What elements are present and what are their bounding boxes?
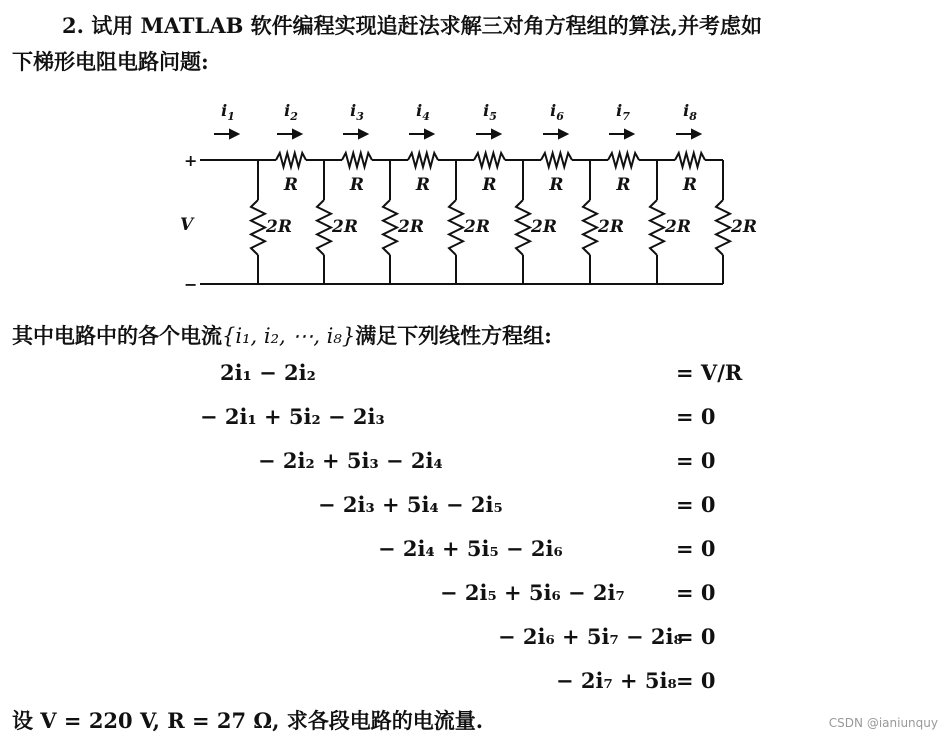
equation-lhs: − 2i₅ + 5i₆ − 2i₇ bbox=[440, 580, 625, 605]
series-resistor-label: R bbox=[415, 175, 431, 195]
minus-terminal: − bbox=[184, 275, 198, 294]
current-index: 3 bbox=[356, 110, 364, 123]
current-index: 2 bbox=[290, 110, 298, 123]
shunt-resistor bbox=[583, 200, 597, 255]
intro-text bbox=[12, 320, 552, 350]
current-index: 8 bbox=[689, 110, 697, 123]
current-label: $i_2$ bbox=[284, 101, 298, 123]
shunt-resistor-label: 2R bbox=[464, 217, 490, 237]
series-resistor bbox=[675, 153, 705, 167]
series-resistor bbox=[342, 153, 372, 167]
shunt-resistor bbox=[383, 200, 397, 255]
series-resistor bbox=[608, 153, 639, 167]
equation-rhs: = 0 bbox=[676, 624, 716, 649]
shunt-resistor bbox=[317, 200, 331, 255]
current-arrow bbox=[476, 130, 500, 138]
current-set: {i₁, i₂, ⋯, i₈} bbox=[222, 324, 356, 348]
problem-line-2: 下梯形电阻电路问题: bbox=[12, 49, 209, 74]
conclusion-text: 设 V = 220 V, R = 27 Ω, 求各段电路的电流量. bbox=[12, 708, 484, 733]
equation-rhs: = 0 bbox=[676, 536, 716, 561]
shunt-resistor-label: 2R bbox=[398, 217, 424, 237]
current-index: 6 bbox=[556, 110, 564, 123]
current-index: 4 bbox=[422, 110, 430, 123]
plus-terminal: + bbox=[184, 151, 198, 170]
current-label: $i_7$ bbox=[616, 101, 630, 123]
shunt-resistor bbox=[251, 200, 265, 255]
shunt-resistor-label: 2R bbox=[266, 217, 292, 237]
series-resistor bbox=[408, 153, 438, 167]
equation-lhs: 2i₁ − 2i₂ bbox=[220, 360, 316, 385]
current-labels bbox=[214, 101, 700, 138]
shunt-resistor bbox=[516, 200, 530, 255]
equation-rhs: = 0 bbox=[676, 580, 716, 605]
equation-rhs: = 0 bbox=[676, 404, 716, 429]
equation-rhs: = 0 bbox=[676, 668, 716, 693]
shunt-resistor-label: 2R bbox=[332, 217, 358, 237]
equation-lhs: − 2i₃ + 5i₄ − 2i₅ bbox=[318, 492, 503, 517]
current-label: $i_5$ bbox=[483, 101, 497, 123]
ladder-circuit-diagram bbox=[170, 98, 770, 298]
intro-suffix: 满足下列线性方程组: bbox=[355, 323, 552, 348]
current-label: $i_6$ bbox=[550, 101, 564, 123]
shunt-resistor bbox=[449, 200, 463, 255]
shunt-resistor-label: 2R bbox=[731, 217, 757, 237]
equation-lhs: − 2i₂ + 5i₃ − 2i₄ bbox=[258, 448, 443, 473]
watermark: CSDN @ianiunquy bbox=[828, 716, 938, 730]
current-label: $i_4$ bbox=[416, 101, 430, 123]
current-label: $i_1$ bbox=[221, 101, 235, 123]
equation-lhs: − 2i₇ + 5i₈ bbox=[556, 668, 677, 693]
series-resistor-label: R bbox=[616, 175, 631, 195]
current-label: $i_3$ bbox=[350, 101, 364, 123]
current-arrow bbox=[676, 130, 700, 138]
series-resistor-label: R bbox=[349, 175, 365, 195]
current-arrow bbox=[343, 130, 367, 138]
equation-rhs: = V/R bbox=[676, 360, 743, 385]
series-resistor bbox=[541, 153, 572, 167]
current-arrow bbox=[409, 130, 433, 138]
shunt-resistor bbox=[650, 200, 664, 255]
shunt-resistor-label: 2R bbox=[665, 217, 691, 237]
series-resistor bbox=[474, 153, 505, 167]
problem-line-1: 2. 试用 MATLAB 软件编程实现追赶法求解三对角方程组的算法,并考虑如 bbox=[62, 13, 762, 38]
current-arrow bbox=[609, 130, 633, 138]
equation-lhs: − 2i₆ + 5i₇ − 2i₈ bbox=[498, 624, 683, 649]
series-resistor-label: R bbox=[549, 175, 564, 195]
voltage-label: V bbox=[180, 215, 194, 235]
current-index: 7 bbox=[622, 110, 630, 123]
current-arrow bbox=[214, 130, 238, 138]
series-resistor-label: R bbox=[482, 175, 497, 195]
equation-lhs: − 2i₁ + 5i₂ − 2i₃ bbox=[200, 404, 385, 429]
equation-rhs: = 0 bbox=[676, 492, 716, 517]
equation-lhs: − 2i₄ + 5i₅ − 2i₆ bbox=[378, 536, 563, 561]
shunt-resistor-label: 2R bbox=[531, 217, 557, 237]
series-resistor-label: R bbox=[283, 175, 299, 195]
current-arrow bbox=[543, 130, 567, 138]
current-arrow bbox=[277, 130, 301, 138]
current-index: 1 bbox=[227, 110, 235, 123]
current-index: 5 bbox=[489, 110, 497, 123]
circuit-labels bbox=[180, 151, 757, 294]
current-label: $i_8$ bbox=[683, 101, 697, 123]
equation-rhs: = 0 bbox=[676, 448, 716, 473]
shunt-resistor-label: 2R bbox=[598, 217, 624, 237]
series-resistor-label: R bbox=[682, 175, 698, 195]
series-resistor bbox=[276, 153, 306, 167]
shunt-resistor bbox=[716, 200, 730, 255]
intro-prefix: 其中电路中的各个电流 bbox=[12, 323, 222, 348]
